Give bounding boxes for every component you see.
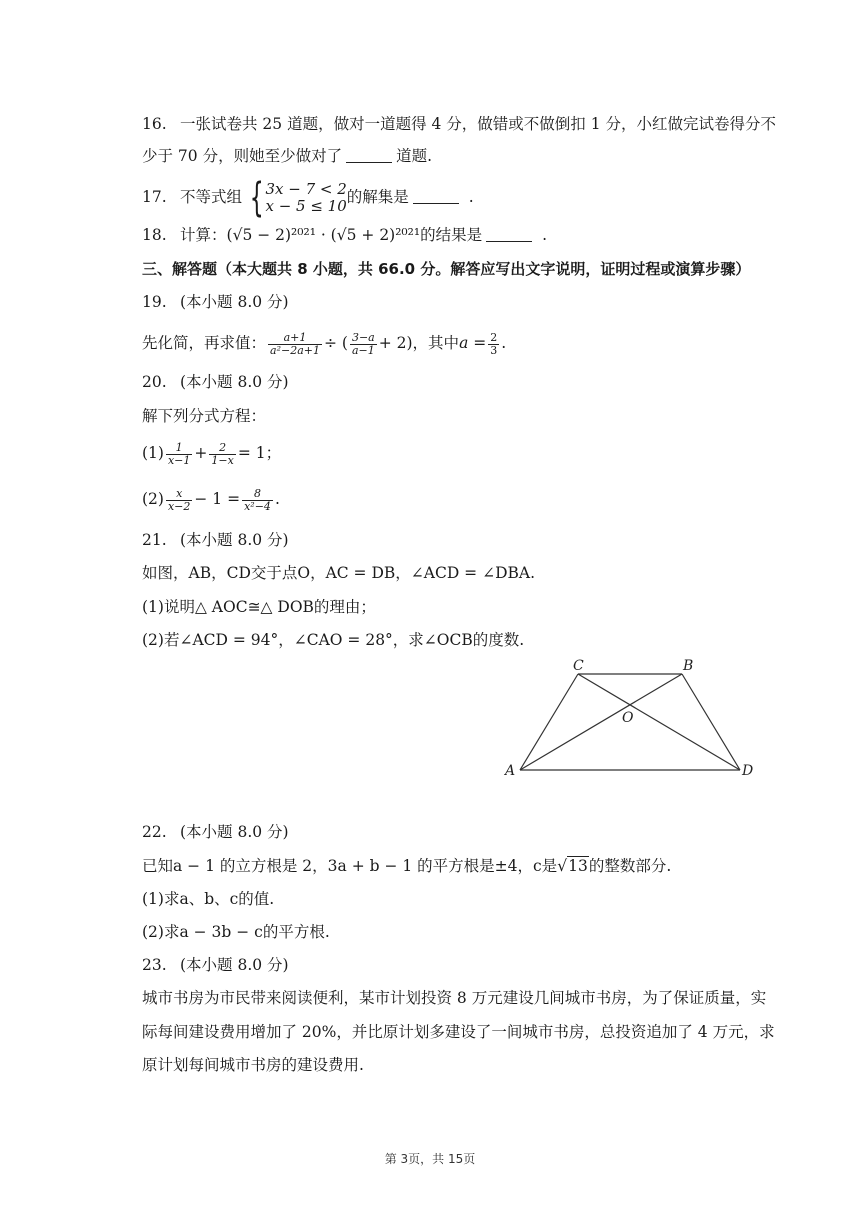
q20-p2-end: . — [274, 490, 280, 508]
label-o: O — [622, 710, 634, 726]
q18-answer-blank[interactable] — [486, 227, 532, 242]
q20-p2-frac1 — [166, 488, 192, 513]
segment-bd — [682, 674, 740, 770]
label-b: B — [683, 658, 694, 674]
section3-heading: 三、解答题（本大题共 8 小题，共 66.0 分。解答应写出文字说明，证明过程或演算步骤） — [142, 260, 751, 278]
q20-p1-frac2 — [209, 442, 235, 467]
q20-p1-frac1-den: x−1 — [167, 453, 191, 467]
q16-text-line2-a: 少于 70 分，则她至少做对了 — [142, 147, 343, 165]
segment-cd — [578, 674, 740, 770]
q18-suffix: 的结果是 — [420, 226, 483, 244]
q20-p2-label: (2) — [142, 490, 164, 508]
q20-p2-frac2-num: 8 — [242, 488, 273, 501]
q21-geometry-figure — [500, 656, 790, 786]
q20-score: (本小题 8.0 分) — [180, 373, 289, 391]
q16-line1 — [142, 114, 776, 134]
segment-ab — [520, 674, 682, 770]
q16-answer-blank[interactable] — [346, 148, 392, 163]
q19-frac3-num: 2 — [490, 330, 498, 344]
q19-header — [142, 292, 289, 312]
q20-part1 — [142, 436, 281, 470]
q23-line2: 际每间建设费用增加了 20%，并比原计划多建设了一间城市书房，总投资追加了 4 万元，求 — [142, 1023, 775, 1041]
q20-p1-frac2-den: 1−x — [211, 453, 234, 467]
q21-intro: 如图，AB，CD交于点O，AC = DB，∠ACD = ∠DBA. — [142, 564, 536, 582]
q21-score: (本小题 8.0 分) — [180, 531, 289, 549]
q19-frac2 — [350, 332, 377, 357]
q22-intro-a: 已知a − 1 的立方根是 2，3a + b − 1 的平方根是±4，c是 — [142, 857, 558, 875]
q18-line — [142, 225, 547, 245]
q19-number: 19. — [142, 293, 167, 311]
label-d: D — [742, 763, 754, 779]
q19-frac1-den: a²−2a+1 — [270, 343, 320, 357]
q17-prefix: 不等式组 — [180, 188, 243, 206]
q20-p2-frac2 — [242, 488, 273, 513]
q23-number: 23. — [142, 956, 167, 974]
q17-row1: 3x − 7 < 2 — [265, 180, 347, 198]
q20-p2-frac1-num: x — [166, 488, 192, 501]
q20-p2-frac2-den: x²−4 — [244, 499, 271, 513]
q17-end: . — [468, 188, 474, 206]
q19-end: . — [501, 334, 507, 352]
q20-p1-frac1 — [166, 442, 192, 467]
q18-end: . — [542, 226, 548, 244]
q19-frac1-num: a+1 — [268, 332, 322, 345]
label-c: C — [573, 658, 584, 674]
q20-p1-label: (1) — [142, 444, 164, 462]
q17-number: 17. — [142, 188, 167, 206]
q20-p1-frac1-num: 1 — [166, 442, 192, 455]
q22-part1: (1)求a、b、c的值. — [142, 890, 275, 908]
q19-frac3 — [488, 332, 499, 357]
q21-part2: (2)若∠ACD = 94°，∠CAO = 28°，求∠OCB的度数. — [142, 631, 525, 649]
q19-frac3-den: 3 — [490, 343, 498, 357]
q17-inequality-system — [244, 175, 347, 221]
q23-header — [142, 955, 289, 975]
q17-answer-blank[interactable] — [413, 189, 459, 204]
q18-prefix: 计算： — [180, 226, 227, 244]
q16-number: 16. — [142, 115, 167, 133]
q23-line1: 城市书房为市民带来阅读便利，某市计划投资 8 万元建设几间城市书房，为了保证质量，实 — [142, 989, 767, 1007]
q18-expression: (√5 − 2)²⁰²¹ · (√5 + 2)²⁰²¹ — [226, 226, 421, 244]
q22-header — [142, 822, 289, 842]
q19-score: (本小题 8.0 分) — [180, 293, 289, 311]
q22-score: (本小题 8.0 分) — [180, 823, 289, 841]
q16-text-line2-b: 道题. — [396, 147, 433, 165]
q22-sqrt-value: 13 — [568, 857, 588, 875]
page-footer: 第 3页，共 15页 — [384, 1152, 476, 1166]
q22-number: 22. — [142, 823, 167, 841]
label-a: A — [505, 763, 516, 779]
q18-number: 18. — [142, 226, 167, 244]
segment-ca — [520, 674, 578, 770]
q17-suffix: 的解集是 — [346, 188, 409, 206]
brace-icon: { — [249, 175, 264, 221]
q19-prefix: 先化简，再求值： — [142, 334, 267, 352]
q20-p2-mid: − 1 = — [194, 490, 241, 508]
q19-plus2: + 2)，其中 — [378, 334, 460, 352]
q20-p1-rest: = 1； — [237, 444, 282, 462]
q22-part2: (2)求a − 3b − c的平方根. — [142, 923, 330, 941]
q22-sqrt: √13 — [557, 857, 588, 875]
q22-intro-b: 的整数部分. — [588, 857, 672, 875]
q20-p1-plus: + — [194, 444, 208, 462]
q21-part1: (1)说明△ AOC≅△ DOB的理由； — [142, 598, 376, 616]
q21-number: 21. — [142, 531, 167, 549]
q16-line2 — [142, 146, 432, 166]
q19-frac2-num: 3−a — [351, 330, 375, 344]
q20-p2-frac1-den: x−2 — [167, 499, 191, 513]
q19-a-eq: a = — [459, 334, 487, 352]
q22-intro — [142, 856, 671, 876]
q21-header — [142, 530, 289, 550]
q20-number: 20. — [142, 373, 167, 391]
q23-score: (本小题 8.0 分) — [180, 956, 289, 974]
q17-line — [142, 175, 474, 221]
q20-intro: 解下列分式方程： — [142, 407, 267, 425]
q17-row2: x − 5 ≤ 10 — [265, 197, 347, 215]
q20-part2 — [142, 482, 280, 516]
q23-line3: 原计划每间城市书房的建设费用. — [142, 1056, 364, 1074]
q20-header — [142, 372, 289, 392]
q19-body — [142, 326, 506, 360]
q20-p1-frac2-num: 2 — [209, 442, 235, 455]
q19-frac1 — [268, 332, 322, 357]
q19-frac2-den: a−1 — [351, 343, 375, 357]
q16-text-line1: 一张试卷共 25 道题，做对一道题得 4 分，做错或不做倒扣 1 分，小红做完试卷得分不 — [180, 115, 777, 133]
q19-div: ÷ ( — [323, 334, 348, 352]
